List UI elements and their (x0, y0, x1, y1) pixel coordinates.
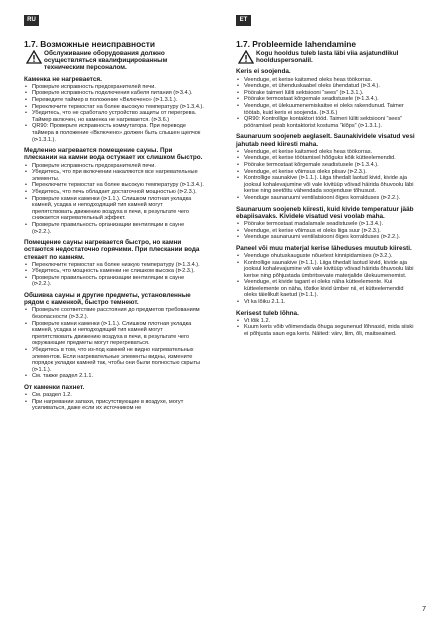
warning-note (24, 50, 204, 72)
checklist (24, 84, 204, 143)
checklist (236, 149, 416, 202)
fault-heading: Keris ei soojenda. (236, 68, 291, 76)
checklist-item: • Veenduge, et kerise kaitsmed oleks heas töökorras. (236, 149, 416, 156)
checklist-item: • Kontrollige saunakive (⊳1.1.). Liiga tihedalt laotud kivid, kivide aja jooksul kohalevajumine või vale kivitüüp võivad häirida õhuvoolu läbi kerise ning põhjustada ümbritsevate materjalide ülekuumenemist. (236, 260, 416, 280)
checklist-item: • QR90: Проверьте исправность коммутатора. При переводе таймера в положение «Включено» должен быть слышен щелчок (⊳1.3.1.). (24, 123, 204, 143)
checklist-item: • Проверьте правильность организации вентиляции в сауне (⊳2.2.). (24, 275, 204, 288)
checklist-item: • Проверьте камни каменки (⊳1.1.). Слишком плотная укладка камней, усадка и неподходящий тип камней могут препятствовать движению воздуха в печи, в результате чего окружающие предметы могут перегреваться. (24, 321, 204, 347)
fault-heading: Обшивка сауны и другие предметы, установленные рядом с каменкой, быстро темнеют. (24, 292, 191, 307)
checklist-item: • См. раздел 1.2. (24, 392, 204, 399)
checklist-item: • Проверьте исправность предохранителей печи. (24, 84, 204, 91)
fault-heading: От каменки пахнет. (24, 384, 85, 392)
checklist-item: • Проверьте соответствие расстояния до предметов требованиям безопасности (⊳3.2.). (24, 307, 204, 320)
checklist-item: • См. также раздел 2.1.1. (24, 373, 204, 380)
checklist-item: • Убедитесь, что мощность каменки не слишком высока (⊳2.3.). (24, 268, 204, 275)
section-title: 1.7. Probleemide lahendamine (236, 39, 357, 49)
checklist (24, 307, 204, 380)
warning-icon (238, 50, 254, 64)
checklist-item: • QR90: Kontrollige kontaktori tööd. Taimeri lüliti sektsiooni “sees” pööramisel peab kontaktorist kostuma “klõps” (⊳1.3.1.). (236, 116, 416, 129)
checklist-item: • Переключите термостат на более высокую температуру (⊳1.3.4.). (24, 182, 204, 189)
checklist-item: • Veenduge ohutuskauguste nõuetest kinnipidamises (⊳3.2.). (236, 253, 416, 260)
checklist-item: • Проверьте правильность организации вентиляции в сауне (⊳2.2.). (24, 222, 204, 235)
checklist-item: • Переведите таймер в положение «Включено» (⊳1.3.1.). (24, 97, 204, 104)
checklist-item: • Kontrollige saunakive (⊳1.1.). Liiga tihedalt laotud kivid, kivide aja jooksul kohalevajumine või vale kivitüüp võivad häirida õhuvoolu läbi kerise ning seetõttu vähendada soojenduse tõhusust. (236, 175, 416, 195)
checklist (236, 221, 416, 241)
checklist-item: • Veenduge, et kerise kaitsmed oleks heas töökorras. (236, 77, 416, 84)
checklist-item: • Pöörake termostaat kõrgemale seadistusele (⊳1.3.4.). (236, 96, 416, 103)
checklist-item: • Veenduge, et kerise võimsus oleks piisav (⊳2.3.). (236, 169, 416, 176)
checklist-item: • Проверьте исправность подключения кабеля питания (⊳3.4.). (24, 90, 204, 97)
checklist (24, 262, 204, 288)
checklist (236, 77, 416, 130)
fault-heading: Помещение сауны нагревается быстро, но камни остаются недостаточно горячими. При плескании вода стекает по камням. (24, 239, 200, 261)
fault-heading: Каменка не нагревается. (24, 75, 102, 83)
checklist-item: • Проверьте камни каменки (⊳1.1.). Слишком плотная укладка камней, усадка и неподходящий тип камней могут препятствовать движению воздуха в печи, в результате чего снижается нагревательный эффект. (24, 196, 204, 222)
page-number: 7 (422, 606, 426, 613)
fault-list (24, 76, 204, 412)
checklist-item: • Vt ka lõiku 2.1.1. (236, 299, 416, 306)
checklist-item: • Veenduge, et ühenduskaabel oleks ühendatud (⊳3.4.). (236, 83, 416, 90)
checklist-item: • Убедитесь в том, что из-под камней не видно нагревательных элементов. Если нагревательные элементы видны, измените порядок укладки камней так, чтобы они были полностью скрыты (⊳1.1.). (24, 347, 204, 373)
warning-text: Kogu hooldus tuleb lasta läbi viia asjatundlikul hoolduspersonalil. (256, 50, 399, 65)
language-tag-et: ET (236, 15, 251, 26)
checklist-item: • Veenduge, et ülekuumenemiskaitse ei oleks rakendunud. Taimer töötab, kuid keris ei soojenda. (⊳3.6.) (236, 103, 416, 116)
fault-heading: Медленно нагревается помещение сауны. При плескании на камни вода остужает их слишком быстро. (24, 147, 203, 162)
checklist-item: • Kuum keris võib võimendada õhuga segunenud lõhnasid, mida siiski ei põhjusta saun ega keris. Näited: värv, liim, õli, maitseained. (236, 324, 416, 337)
checklist-item: • Переключите термостат на более низкую температуру (⊳1.3.4.). (24, 262, 204, 269)
checklist-item: • Убедитесь, что при включении накаляются все нагревательные элементы. (24, 169, 204, 182)
language-tag-ru: RU (24, 15, 39, 26)
checklist-item: • Переключите термостат на более высокую температуру (⊳1.3.4.). (24, 104, 204, 111)
checklist-item: • Veenduge saunaruumi ventilatsiooni õiges korralduses (⊳2.2.). (236, 234, 416, 241)
checklist-item: • Vt lõik 1.2. (236, 318, 416, 325)
fault-heading: Kerisest tuleb lõhna. (236, 309, 299, 317)
section-title: 1.7. Возможные неисправности (24, 39, 156, 49)
checklist-item: • При нагревании запахи, присутствующие в воздухе, могут усиливаться, даже если их источником не (24, 399, 204, 412)
warning-text: Обслуживание оборудования должно осуществляться квалифицированным техническим персоналом. (44, 50, 168, 72)
fault-heading: Saunaruum soojeneb aeglaselt. Saunakividele visatud vesi jahutab need kiiresti maha. (236, 133, 415, 148)
checklist-item: • Veenduge, et kerise võimsus ei oleks liiga suur (⊳2.3.). (236, 228, 416, 235)
checklist-item: • Pöörake taimeri lüliti sektsiooni “sees” (⊳1.3.1.). (236, 90, 416, 97)
checklist-item: • Убедитесь, что печь обладает достаточной мощностью (⊳2.3.). (24, 189, 204, 196)
column-estonian (236, 40, 416, 338)
checklist-item: • Veenduge, et kerise töötamisel hõõguks kõik kütteelemendid. (236, 155, 416, 162)
checklist-item: • Проверьте исправность предохранителей печи. (24, 163, 204, 170)
checklist-item: • Veenduge, et kivide tagant ei oleks näha kütteelemente. Kui kütteelemente on näha, tõstke kivid ümber nii, et kütteelemendid oleks täielikult kaetud (⊳1.1.). (236, 279, 416, 299)
checklist (236, 318, 416, 338)
checklist (24, 163, 204, 236)
fault-heading: Paneel või muu materjal kerise läheduses muutub kiiresti. (236, 244, 412, 252)
checklist-item: • Убедитесь, что не сработало устройство защиты от перегрева. Таймер включен, но каменка не нагревается. (⊳3.6.) (24, 110, 204, 123)
fault-heading: Saunaruum soojeneb kiiresti, kuid kivide temperatuur jääb ebapiisavaks. Kividele visatud vesi voolab maha. (236, 205, 414, 220)
warning-note (236, 50, 416, 64)
warning-icon (26, 50, 42, 64)
checklist-item: • Pöörake termostaat madalamale seadistusele (⊳1.3.4.). (236, 221, 416, 228)
checklist (24, 392, 204, 412)
column-russian (24, 40, 204, 412)
checklist (236, 253, 416, 306)
checklist-item: • Pöörake termostaat kõrgemale seadistusele (⊳1.3.4.). (236, 162, 416, 169)
checklist-item: • Veenduge saunaruumi ventilatsiooni õiges korralduses (⊳2.2.). (236, 195, 416, 202)
fault-list (236, 68, 416, 337)
